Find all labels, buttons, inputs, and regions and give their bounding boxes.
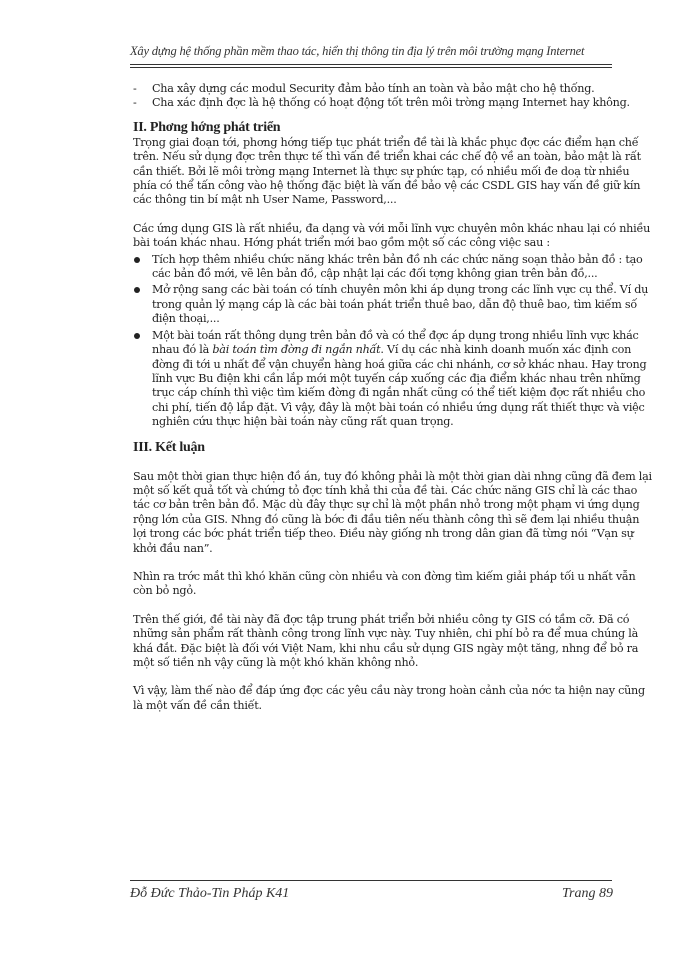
dash-marker: - [133,96,137,110]
bullet-dot-icon [134,287,140,293]
intro-item [133,96,652,110]
footer-rule [130,880,612,881]
bullet-item [133,283,652,326]
running-header: Xây dựng hệ thống phần mềm thao tác, hiển thị thông tin địa lý trên môi trường mạng Internet [130,44,585,58]
section-2-paragraph-1: Trọng giai đoạn tới, phơng hớng tiếp tục phát triển đề tài là khắc phục đợc các điểm hạn chế trên. Nếu sử dụng đợc trên thực tế thì vấn đề triển khai các chế độ về an toàn, bảo mật là rất cần thiết. Bởi lẽ môi trờng mạng Internet là thực sự phức tạp, có nhiều mối đe doạ từ nhiều phía có thể tấn công vào hệ thống đặc biệt là vấn đề bảo vệ các CSDL GIS hay vấn đề giữ kín các thông tin bí mật nh User Name, Password,... [133,135,641,207]
section-2-paragraph-2: Các ứng dụng GIS là rất nhiều, đa dạng và với mỗi lĩnh vực chuyên môn khác nhau lại có nhiều bài toán khác nhau. Hớng phát triển mới bao gồm một số các công việc sau : [133,221,651,250]
bullet-text: Tích hợp thêm nhiều chức năng khác trên bản đồ nh các chức năng soạn thảo bản đồ : tạo các bản đồ mới, vẽ lên bản đồ, cập nhật lại các đối tợng không gian trên bản đồ,... [152,252,643,281]
header-rule-thin [130,67,612,68]
intro-item-text: Cha xây dựng các modul Security đảm bảo tính an toàn và bảo mật cho hệ thống. [152,82,595,95]
bullet-dot-icon [134,333,140,339]
bullet-text-pre: Một bài toán rất thông dụng trên bản đồ và có thể đợc áp dụng trong nhiều lĩnh vực khác nhau đó là [152,328,639,357]
section-3-paragraph: Sau một thời gian thực hiện đồ án, tuy đó không phải là một thời gian dài nhng cũng đã đem lại một số kết quả tốt và chứng tỏ đợc tính khả thi của đề tài. Các chức năng GIS chỉ là các thao tác cơ bản trên bản đồ. Mặc dù đây thực sự chỉ là một phần nhỏ trong một phạm vi ứng dụng rộng lớn của GIS. Nhng đó cũng là bớc đi đầu tiên nếu thành công thì sẽ đem lại nhiều thuận lợi trong các bớc phát triển tiếp theo. Điều này giống nh trong dân gian đã từng nói “Vạn sự khởi đầu nan”. [133,469,652,555]
footer-page-number: Trang 89 [562,886,613,901]
section-2-heading: II. Phơng hớng phát triển [133,119,281,135]
bullet-emphasis: bài toán tìm đờng đi ngắn nhất [212,343,381,357]
section-3-paragraph: Nhìn ra trớc mắt thì khó khăn cũng còn nhiều và con đờng tìm kiếm giải pháp tối u nhất vẫn còn bỏ ngỏ. [133,569,636,598]
intro-item [133,82,652,96]
bullet-item [133,253,652,282]
page-body [133,82,652,713]
header-rule-thick [130,64,612,65]
bullet-text-post: . Ví dụ các nhà kinh doanh muốn xác định con đờng đi tới u nhất để vận chuyển hàng hoá giữa các chi nhánh, cơ sở khác nhau. Hay trong lĩnh vực Bu điện khi cần lắp mới một tuyến cáp xuống các địa điểm khác nhau trên những trục cáp chính thì việc tìm kiếm đờng đi ngắn nhất cũng có thể tiết kiệm đợc rất nhiều cho chi phí, tiến độ lắp đặt. Vì vậy, đây là một bài toán có nhiều ứng dụng rất thiết thực và việc nghiên cứu thực hiện bài toán này cũng rất quan trọng. [152,343,647,429]
footer-author: Đỗ Đức Thảo-Tin Pháp K41 [130,886,290,901]
bullet-dot-icon [134,257,140,263]
bullet-item [133,329,652,430]
bullet-text: Mở rộng sang các bài toán có tính chuyên môn khi áp dụng trong các lĩnh vực cụ thể. Ví dụ trong quản lý mạng cáp là các bài toán phát triển thuê bao, dẫn độ thuê bao, tìm kiếm số điện thoại,... [152,283,649,326]
dash-marker: - [133,82,137,95]
section-3-paragraph: Vì vậy, làm thế nào để đáp ứng đợc các yêu cầu này trong hoàn cảnh của nớc ta hiện nay cũng là một vấn đề cần thiết. [133,684,645,712]
section-3-paragraph: Trên thế giới, đề tài này đã đợc tập trung phát triển bởi nhiều công ty GIS có tầm cỡ. Đã có những sản phẩm rất thành công trong lĩnh vực này. Tuy nhiên, chi phí bỏ ra để mua chúng là khá đắt. Đặc biệt là đối với Việt Nam, khi nhu cầu sử dụng GIS ngày một tăng, nhng để bỏ ra một số tiền nh vậy cũng là một khó khăn không nhỏ. [133,612,639,669]
intro-item-text: Cha xác định đợc là hệ thống có hoạt động tốt trên môi trờng mạng Internet hay không. [152,96,630,110]
section-3-heading: III. Kết luận [133,439,205,455]
